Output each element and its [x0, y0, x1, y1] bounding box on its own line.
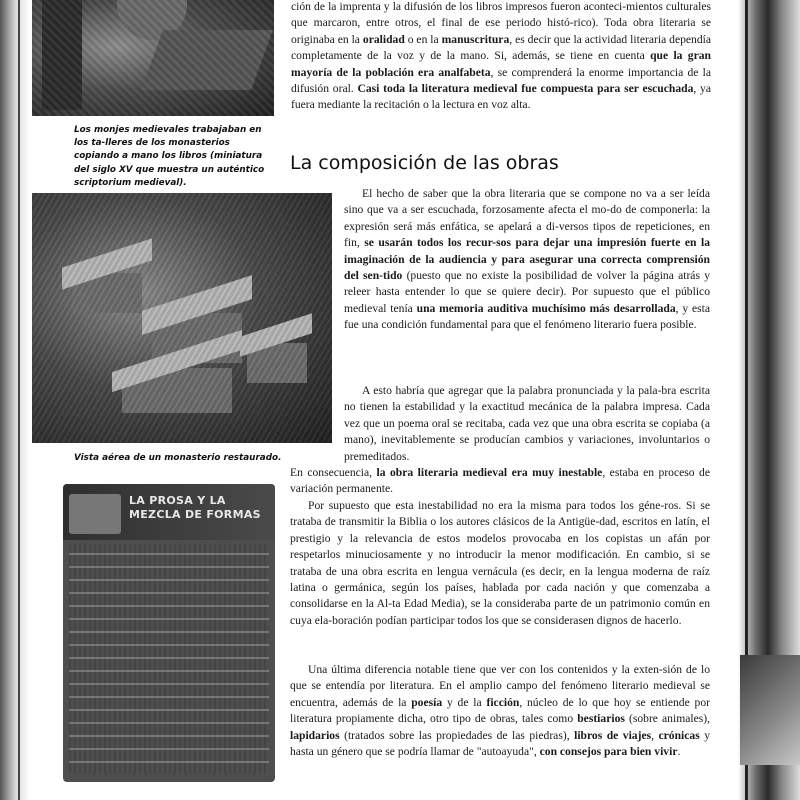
text-run: o en la [404, 32, 442, 46]
bold-term: la obra literaria medieval era muy inestable [376, 466, 603, 479]
text-run: , estaba en proceso de variación permanente. [290, 466, 710, 496]
monks-scriptorium-image [32, 0, 274, 116]
bold-term: crónicas [658, 728, 700, 742]
text-run: El hecho de saber que la obra literaria que se compone no va a ser leída sino que va a ser escuchada, forzosamente afecta el mo-do de componerla: la expresión será más enfática, se apelará a di-versos tipos de repeticiones, en fin, [344, 187, 710, 250]
bold-term: Casi toda la literatura medieval fue compuesta para ser escuchada [357, 82, 694, 96]
text-run: , es decir que la actividad literaria dependía completamente de la voz y de la mano. Si, además, se tiene en cuenta [291, 32, 711, 63]
text-run: Una última diferencia notable tiene que ver con los contenidos y la exten-sión de lo que se entendía por literatura. En el amplio campo del fenómeno literario medieval se encuentra, además de la [290, 663, 710, 709]
sidebar-title: LA PROSA Y LA MEZCLA DE FORMAS [129, 494, 261, 521]
bold-term: oralidad [362, 32, 405, 46]
text-run: y de la [442, 695, 487, 709]
caption-monastery: Vista aérea de un monasterio restaurado. [74, 453, 282, 463]
text-run: , ya fuera mediante la recitación o la lectura en voz alta. [291, 82, 711, 112]
sidebar-body-illegible [69, 544, 269, 774]
section-heading: La composición de las obras [290, 152, 559, 174]
image-texture [32, 0, 274, 116]
monastery-aerial-image [32, 193, 332, 443]
composition-paragraph-1 [344, 186, 710, 334]
text-run: (sobre animales), [624, 712, 710, 726]
text-run: (tratados sobre las propiedades de las piedras), [339, 728, 575, 742]
sidebar-bullet-icon [69, 494, 121, 534]
composition-paragraph-2 [344, 383, 710, 465]
bold-term: ficción [486, 695, 520, 709]
text-run: , se comprenderá la enorme importancia de la difusión oral. [291, 65, 712, 96]
bold-term: libros de viajes [574, 728, 652, 742]
text-run: y hasta un género que se podría llamar de "autoayuda", [290, 728, 711, 759]
intro-paragraph [291, 0, 711, 114]
continuation-paragraph [290, 465, 710, 498]
bold-term: poesía [411, 695, 443, 709]
bold-term: lapidarios [290, 728, 340, 742]
text-run: (puesto que no existe la posibilidad de volver la página atrás y releer hasta entender lo que se quiere decir). Por supuesto que el público medieval tenía [344, 269, 710, 315]
text-run: Por supuesto que esta inestabilidad no era la misma para todos los géne-ros. Si se trataba de transmitir la Biblia o los autores clásicos de la Antigüe-dad, escritos en latín, el prestigio y la relevancia de estos modelos provocaba en los copistas un afán por respetarlos minuciosamente y no introducir la menor modificación. En cambio, si se trataba de una obra escrita en lengua vernácula (es decir, en la lengua moderna de raíz latina o germánica, según los países, hablada por cada nación y que comenzaba a consolidarse en la Al-ta Edad Media), se la consideraba parte de un patrimonio común en cuya ela-boración podían participar todos los que se considerasen dignos de hacerlo. [290, 499, 710, 627]
genre-instability-paragraph [290, 498, 710, 629]
bold-term: manuscritura [441, 32, 510, 46]
text-run: En consecuencia, [290, 466, 377, 479]
sidebar-header [63, 484, 275, 540]
image-texture [32, 193, 332, 443]
bold-term: con consejos para bien vivir [539, 745, 678, 759]
text-run: , y esta fue una condición fundamental para que el fenómeno literario fuera posible. [344, 301, 710, 332]
bold-term: se usarán todos los recur-sos para dejar una impresión fuerte en la imaginación de la audiencia y para asegurar una correcta comprensión del sen-tido [344, 236, 710, 283]
page-binding-shadow [0, 0, 30, 800]
bold-term: que la gran mayoría de la población era analfabeta [291, 49, 711, 79]
caption-monks: Los monjes medievales trabajaban en los ta-lleres de los monasterios copiando a mano los libros (miniatura del siglo XV que muestra un auténtico scriptorium medieval). [74, 125, 265, 188]
text-run: ción de la imprenta y la difusión de los libros impresos fueron aconteci-mientos culturales que marcaron, entre otros, el final de ese periodo histó-rico). Toda obra literaria se originaba en la [291, 0, 711, 46]
contents-difference-paragraph [290, 662, 710, 760]
bold-term: una memoria auditiva muchísimo más desarrollada [416, 301, 676, 315]
text-run: . [677, 745, 681, 759]
text-run: , [651, 728, 659, 742]
page-edge-tab [740, 655, 800, 765]
bold-term: bestiarios [577, 712, 625, 726]
page-binding-line [18, 0, 20, 800]
text-run: , núcleo de lo que hoy se entiende por literatura propiamente dicha, otro tipo de obras, tales como [290, 695, 710, 726]
text-run: A esto habría que agregar que la palabra pronunciada y la pala-bra escrita no tienen la estabilidad y la exactitud mecánica de la palabra impresa. Cada vez que un poema oral se recitaba, cada vez que una obra escrita se copiaba (a mano), inevitablemente se producían cambios y variaciones, involuntarios o premeditados. [344, 384, 710, 463]
sidebar-box [63, 484, 275, 782]
